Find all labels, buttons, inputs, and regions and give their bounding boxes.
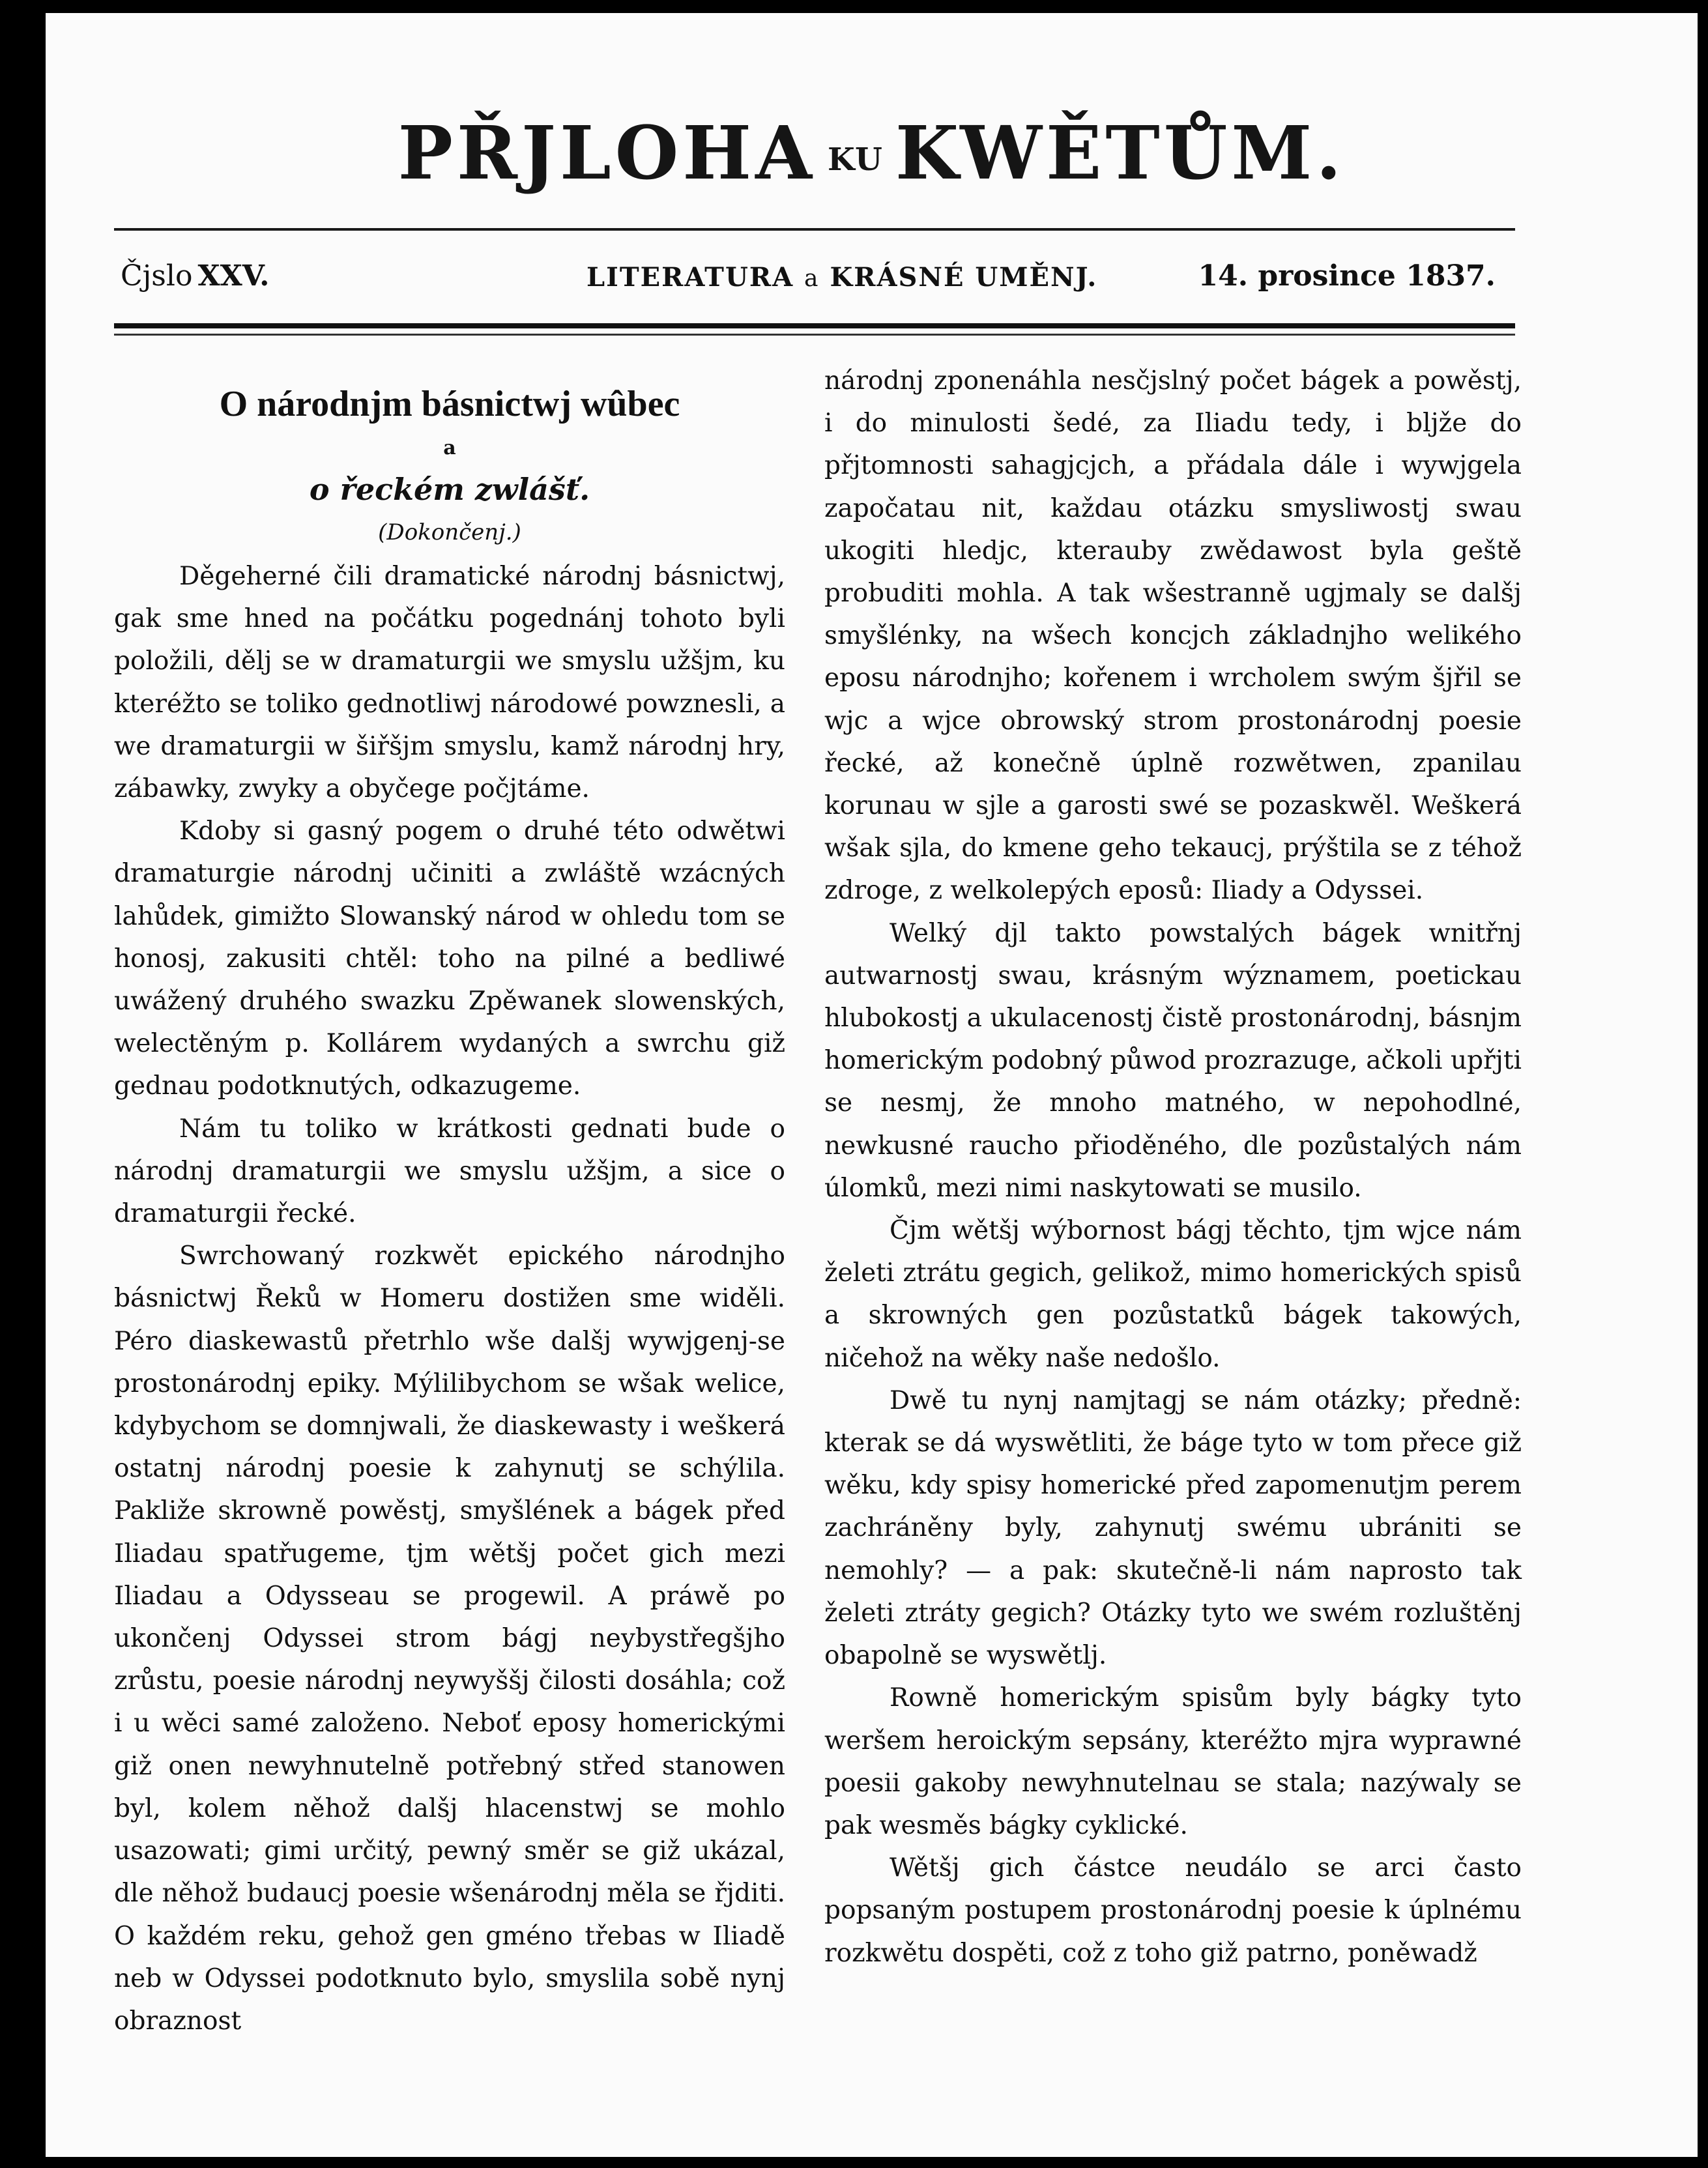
article-subtitle: o řeckém zwlášť. [309, 472, 590, 507]
paragraph: Čjm wětšj wýbornost bágj těchto, tjm wjce nám želeti ztrátu gegich, gelikož, mimo homerických spisů a skrowných gen pozůstatků bágek takowých, ničehož na wěky naše nedošlo. [824, 1216, 1522, 1373]
masthead-bottom-rule-thin [114, 334, 1515, 336]
masthead-bottom-rule-thick [114, 323, 1515, 328]
section-title-rest: KRÁSNÉ UMĚNJ. [830, 262, 1098, 293]
newspaper-page [46, 13, 1698, 2157]
issue-label-group [121, 259, 270, 293]
masthead-title-conj: KU [827, 141, 884, 178]
section-title: LITERATURA [586, 262, 794, 293]
section-heading [586, 262, 1097, 293]
paragraph: národnj zponenáhla nesčjslný počet bágek a powěstj, i do minulosti šedé, za Iliadu tedy, i bljže do přjtomnosti sahagjcjch, a přádala dále i wywjgela započatau nit, každau otázku smysliwostj swau ukogiti hledjc, kterauby zwědawost byla geště probuditi mohla. A tak wšestranně ugjmaly se dalšj smyšlénky, na wšech koncjch základnjho welikého eposu národnjho; kořenem i wrcholem swým šjřil se wjc a wjce obrowský strom prostonárodnj poesie řecké, až konečně úplně rozwětwen, zpanilau korunau w sjle a garosti swé se pozaskwěl. Weškerá wšak sjla, do kmene geho tekaucj, prýštila se z téhož zdroge, z welkolepých eposů: Iliady a Odyssei. [824, 366, 1522, 906]
issue-number: XXV. [197, 259, 270, 293]
issue-date: 14. prosince 1837. [1198, 259, 1496, 293]
paragraph: Kdoby si gasný pogem o druhé této odwětwi dramaturgie národnj učiniti a zwláště wzácných lahůdek, gimižto Slowanský národ w ohledu tom se honosj, zakusiti chtěl: toho na pilné a bedliwé uwážený druhého swazku Zpěwanek slowenských, welectěným p. Kollárem wydaných a swrchu giž gednau podotknutých, odkazugeme. [114, 817, 785, 1101]
left-column [114, 365, 785, 2042]
paragraph: Děgeherné čili dramatické národnj básnictwj, gak sme hned na počátku pogednánj tohoto byli položili, dělj se w dramaturgii we smyslu užšjm, ku kteréžto se toliko gednotliwj národowé powznesli, a we dramaturgii w šiřšjm smyslu, kamž národnj hry, zábawky, zwyky a obyčege počjtáme. [114, 562, 785, 804]
article-title: O národnjm básnictwj wûbec [219, 384, 680, 424]
section-conj: a [804, 265, 820, 292]
issue-label: Čjslo [121, 259, 193, 293]
right-column [824, 360, 1522, 1974]
masthead-top-rule [114, 228, 1515, 231]
paragraph: Welký djl takto powstalých bágek wnitřnj autwarnostj swau, krásným wýznamem, poetickau hlubokostj a ukulacenostj čistě prostonárodnj, básnjm homerickým podobný půwod prozrazuge, ačkoli upřjti se nesmj, že mnoho matného, w nepohodlné, newkusné raucho přioděného, dle pozůstalých nám úlomků, mezi nimi naskytowati se musilo. [824, 918, 1522, 1203]
paragraph: Swrchowaný rozkwět epického národnjho básnictwj Řeků w Homeru dostižen sme widěli. Péro diaskewastů přetrhlo wše dalšj wywjgenj-se prostonárodnj epiky. Mýlilibychom se wšak welice, kdybychom se domnjwali, že diaskewasty i weškerá ostatnj národnj poesie k zahynutj se schýlila. Pakliže skrowně powěstj, smyšlének a bágek před Iliadau spatřugeme, tjm wětšj počet gich mezi Iliadau a Odysseau se progewil. A práwě po ukončenj Odyssei strom bágj neybystřegšjho zrůstu, poesie národnj neywyššj čilosti dosáhla; což i u wěci samé založeno. Neboť eposy homerickými giž onen newyhnutelně potřebný střed stanowen byl, kolem něhož dalšj hlacenstwj se mohlo usazowati; gimi určitý, pewný směr se giž ukázal, dle něhož budaucj poesie wšenárodnj měla se řjditi. O každém reku, gehož gen gméno třebas w Iliadě neb w Odyssei podotknuto bylo, smyslila sobě nynj obraznost [114, 1241, 785, 2036]
masthead-title [46, 111, 1698, 196]
masthead-title-right: KWĚTŮM. [895, 111, 1346, 196]
article-connector: a [443, 437, 456, 459]
paragraph: Dwě tu nynj namjtagj se nám otázky; předně: kterak se dá wyswětliti, že báge tyto w tom přece giž wěku, kdy spisy homerické před zapomenutjm perem zachráněny byly, zahynutj swému ubrániti se nemohly? — a pak: skutečně-li nám naprosto tak želeti ztráty gegich? Otázky tyto we swém rozluštěnj obapolně se wyswětlj. [824, 1385, 1522, 1671]
paragraph: Nám tu toliko w krátkosti gednati bude o národnj dramaturgii we smyslu užšjm, a sice o dramaturgii řecké. [114, 1114, 785, 1229]
article-continuation-note: (Dokončenj.) [378, 519, 521, 545]
left-column-body [114, 555, 785, 2042]
masthead-title-left: PŘJLOHA [398, 111, 816, 196]
issue-line [121, 253, 1515, 311]
paragraph: Wětšj gich částce neudálo se arci často popsaným postupem prostonárodnj poesie k úplnému rozkwětu dospěti, což z toho giž patrno, poněwadž [824, 1853, 1522, 1968]
paragraph: Rowně homerickým spisům byly bágky tyto weršem heroickým sepsány, kteréžto mjra wyprawné poesii gakoby newyhnutelnau se stala; nazýwaly se pak wesměs bágky cyklické. [824, 1683, 1522, 1840]
